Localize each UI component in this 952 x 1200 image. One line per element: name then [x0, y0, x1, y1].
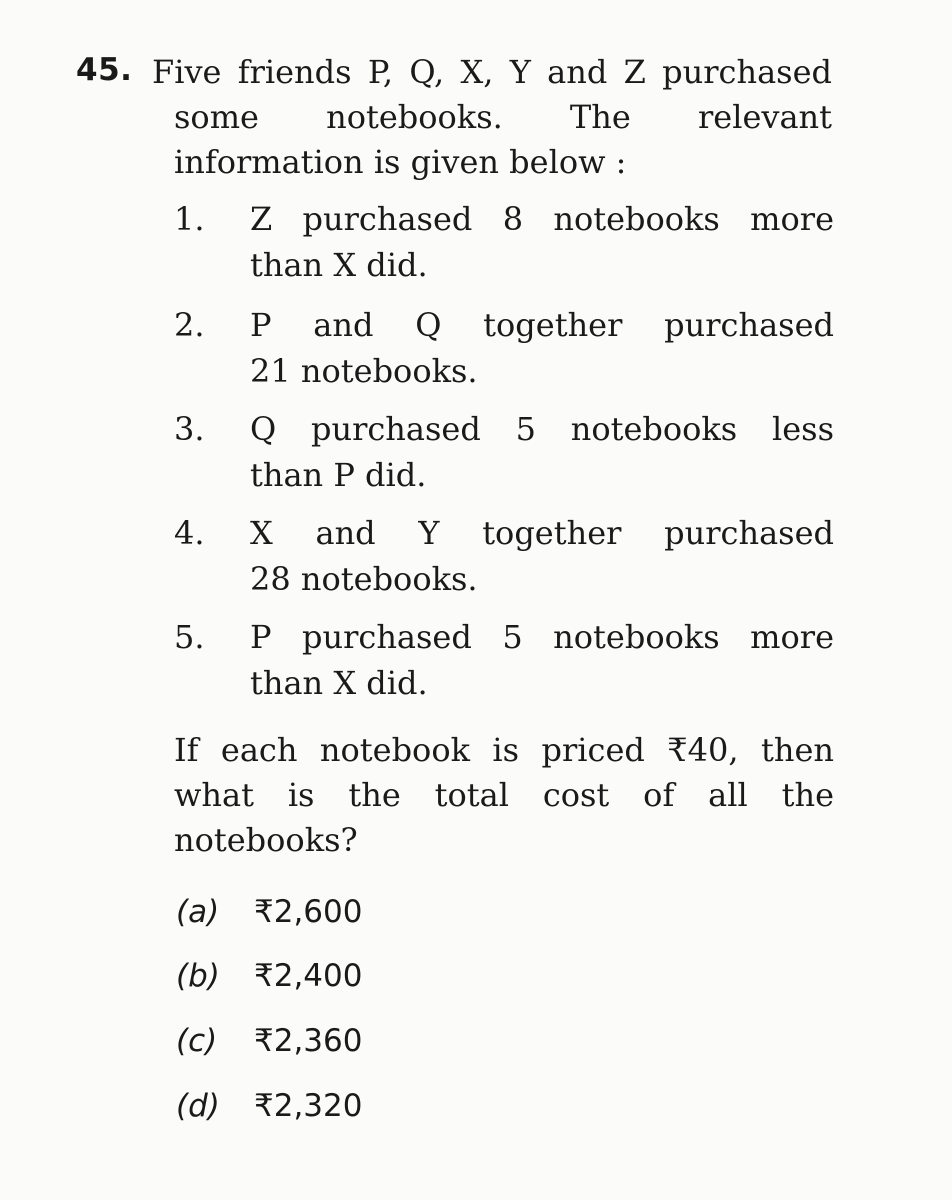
condition-number: 5. [174, 618, 205, 656]
option-label: (a) [176, 894, 220, 930]
option-label: (d) [176, 1088, 220, 1124]
question-prompt [174, 728, 834, 863]
option-label: (b) [176, 958, 220, 994]
condition-line: P purchased 5 notebooks more [250, 618, 834, 656]
option-value: ₹2,400 [254, 958, 363, 994]
answer-option-b[interactable] [176, 956, 362, 996]
stem-line: information is given below : [174, 143, 627, 181]
answer-option-a[interactable] [176, 892, 362, 932]
condition-number: 4. [174, 514, 205, 552]
condition-number: 2. [174, 306, 205, 344]
condition-number: 3. [174, 410, 205, 448]
answer-option-d[interactable] [176, 1086, 362, 1126]
option-value: ₹2,360 [254, 1023, 363, 1059]
prompt-line: notebooks? [174, 821, 358, 859]
condition-number: 1. [174, 200, 205, 238]
answer-option-c[interactable] [176, 1021, 362, 1061]
stem-line: Five friends P, Q, X, Y and Z purchased [152, 53, 832, 91]
condition-line: than X did. [250, 246, 428, 284]
condition-line: Z purchased 8 notebooks more [250, 200, 834, 238]
option-value: ₹2,320 [254, 1088, 363, 1124]
condition-line: 28 notebooks. [250, 560, 478, 598]
stem-line: some notebooks. The relevant [174, 98, 832, 136]
condition-line: than X did. [250, 664, 428, 702]
prompt-line: what is the total cost of all the [174, 776, 834, 814]
condition-line: than P did. [250, 456, 427, 494]
option-label: (c) [176, 1023, 218, 1059]
prompt-line: If each notebook is priced ₹40, then [174, 731, 834, 769]
option-value: ₹2,600 [254, 894, 363, 930]
condition-line: X and Y together purchased [250, 514, 834, 552]
question-stem [152, 50, 832, 185]
question-number: 45. [76, 52, 133, 88]
condition-line: 21 notebooks. [250, 352, 478, 390]
condition-line: P and Q together purchased [250, 306, 834, 344]
condition-line: Q purchased 5 notebooks less [250, 410, 834, 448]
